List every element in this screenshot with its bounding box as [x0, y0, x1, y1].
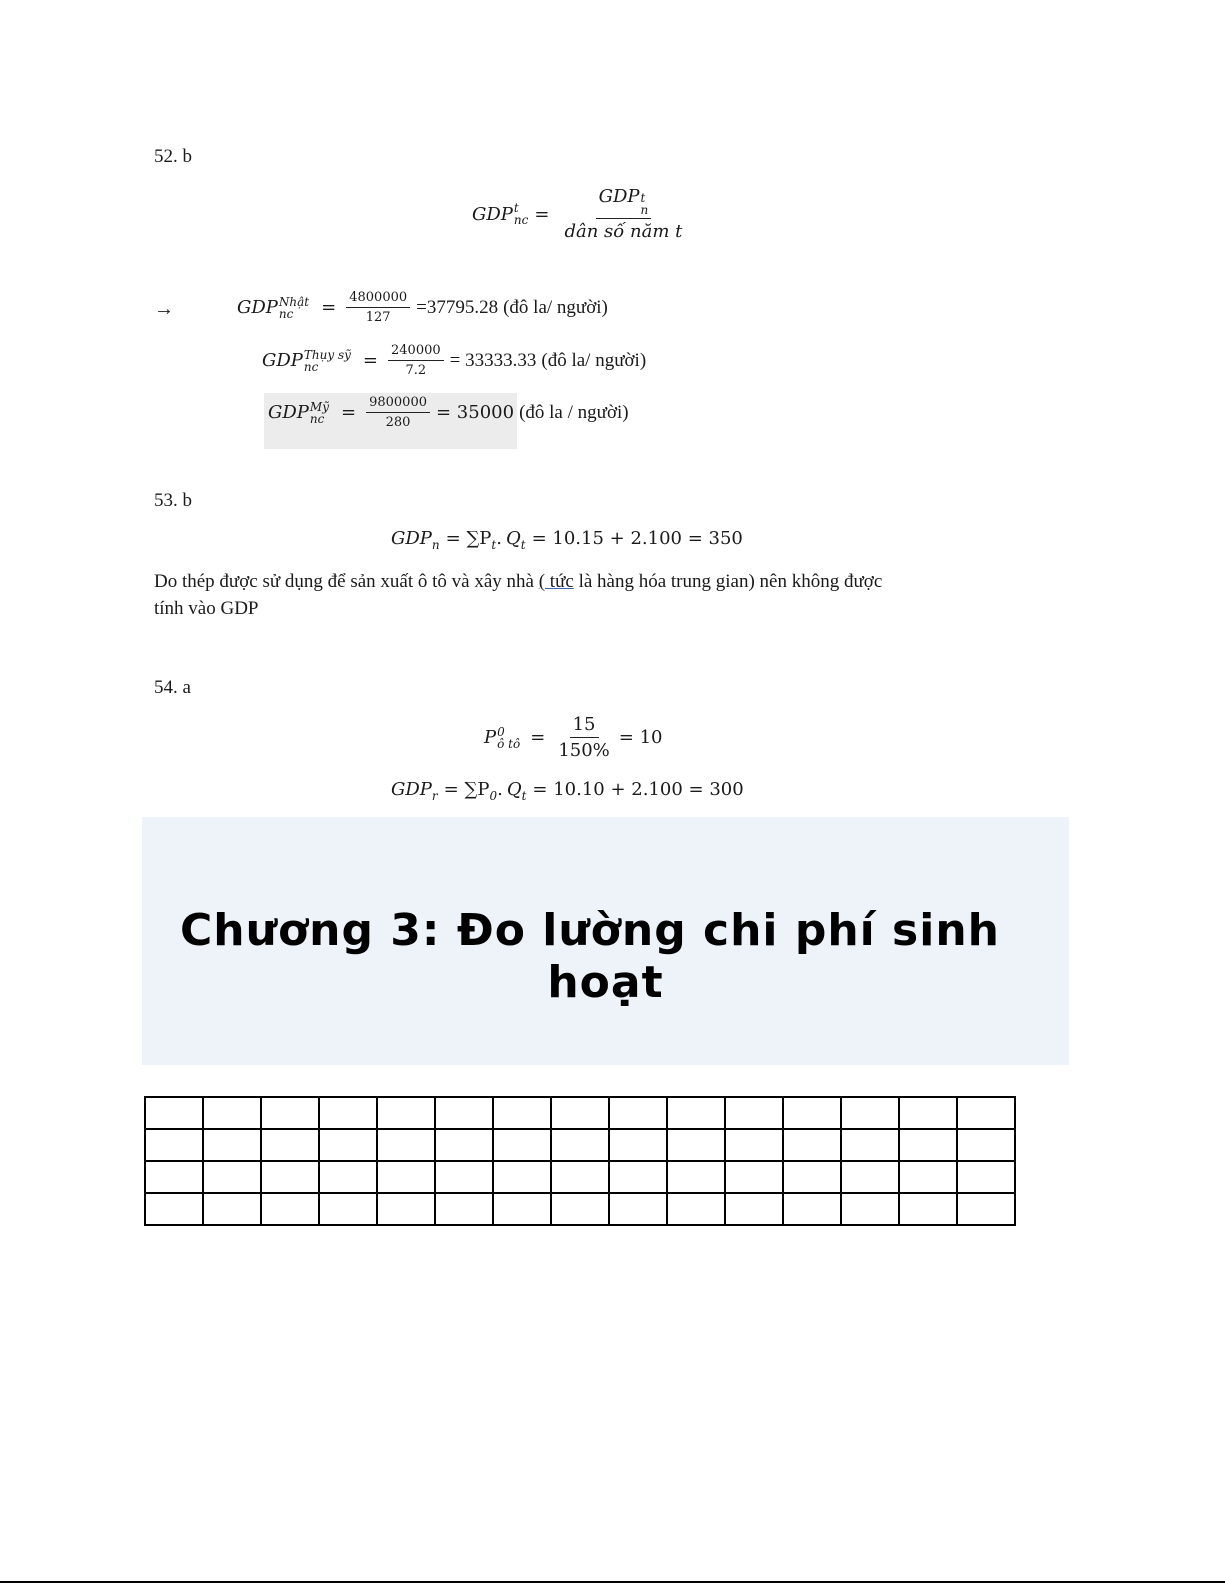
table-cell: [319, 1097, 377, 1129]
page-bottom-rule: [0, 1581, 1225, 1583]
table-cell: [377, 1193, 435, 1225]
table-cell: [203, 1097, 261, 1129]
table-cell: [783, 1161, 841, 1193]
gdp-usa-row: GDP Mỹ nc = $\frac{9800000}{280}$ = 35000 (đô la / người): [268, 395, 629, 430]
table-cell: [145, 1097, 203, 1129]
gdp-nominal-formula: GDP n = ∑P t . Q t = 10.15 + 2.100 = 350: [391, 528, 743, 552]
table-cell: [435, 1161, 493, 1193]
table-cell: [841, 1097, 899, 1129]
table-cell: [957, 1129, 1015, 1161]
table-cell: [841, 1161, 899, 1193]
table-cell: [493, 1193, 551, 1225]
table-cell: [957, 1193, 1015, 1225]
table-row: [145, 1193, 1015, 1225]
gdp-japan-row: GDP Nhật nc = $\frac{4800000}{127}$ =37795.28 (đô la/ người): [237, 290, 608, 325]
table-cell: [551, 1161, 609, 1193]
table-cell: [667, 1193, 725, 1225]
question-52-label: 52. b: [154, 146, 192, 167]
empty-grid-table: [144, 1096, 1016, 1226]
table-cell: [609, 1129, 667, 1161]
table-cell: [551, 1193, 609, 1225]
table-cell: [841, 1129, 899, 1161]
table-cell: [609, 1193, 667, 1225]
table-cell: [261, 1193, 319, 1225]
table-cell: [145, 1193, 203, 1225]
table-row: [145, 1129, 1015, 1161]
table-cell: [145, 1161, 203, 1193]
table-cell: [725, 1161, 783, 1193]
table-cell: [319, 1129, 377, 1161]
table-cell: [261, 1161, 319, 1193]
table-cell: [435, 1097, 493, 1129]
table-cell: [203, 1161, 261, 1193]
table-cell: [551, 1097, 609, 1129]
arrow-symbol: →: [154, 298, 174, 320]
table-cell: [203, 1193, 261, 1225]
table-cell: [377, 1129, 435, 1161]
gdp-real-formula: GDP r = ∑P 0 . Q t = 10.10 + 2.100 = 300: [391, 779, 744, 803]
table-cell: [667, 1161, 725, 1193]
table-row: [145, 1161, 1015, 1193]
table-cell: [377, 1161, 435, 1193]
table-cell: [957, 1097, 1015, 1129]
table-cell: [783, 1129, 841, 1161]
table-cell: [899, 1129, 957, 1161]
table-row: [145, 1097, 1015, 1129]
table-cell: [551, 1129, 609, 1161]
table-cell: [377, 1097, 435, 1129]
table-cell: [899, 1193, 957, 1225]
table-cell: [783, 1193, 841, 1225]
table-cell: [841, 1193, 899, 1225]
table-cell: [725, 1193, 783, 1225]
question-53-label: 53. b: [154, 490, 192, 511]
table-cell: [435, 1193, 493, 1225]
table-cell: [493, 1161, 551, 1193]
table-cell: [725, 1129, 783, 1161]
table-cell: [609, 1161, 667, 1193]
table-cell: [203, 1129, 261, 1161]
table-cell: [783, 1097, 841, 1129]
table-cell: [899, 1161, 957, 1193]
table-cell: [145, 1129, 203, 1161]
table-cell: [261, 1129, 319, 1161]
table-cell: [493, 1129, 551, 1161]
table-cell: [319, 1161, 377, 1193]
table-cell: [899, 1097, 957, 1129]
table-cell: [435, 1129, 493, 1161]
gdp-per-capita-formula: GDP t nc = GDP t n dân số năm t: [472, 186, 683, 242]
table-cell: [725, 1097, 783, 1129]
table-cell: [493, 1097, 551, 1129]
table-cell: [667, 1129, 725, 1161]
question-54-label: 54. a: [154, 677, 191, 698]
price-base-formula: P 0 ô tô = $\frac{15}{150\%}$ = 10: [484, 714, 663, 761]
table-cell: [609, 1097, 667, 1129]
chapter-title: Chương 3: Đo lường chi phí sinh hoạt: [180, 905, 1000, 1008]
gdp-switzerland-row: GDP Thụy sỹ nc = $\frac{240000}{7.2}$ = 33333.33 (đô la/ người): [262, 343, 647, 378]
table-cell: [957, 1161, 1015, 1193]
table-cell: [261, 1097, 319, 1129]
table-cell: [319, 1193, 377, 1225]
q53-explanation: Do thép được sử dụng để sản xuất ô tô và xây nhà ( tức là hàng hóa trung gian) nên không được tính vào GDP: [154, 571, 883, 619]
table-cell: [667, 1097, 725, 1129]
